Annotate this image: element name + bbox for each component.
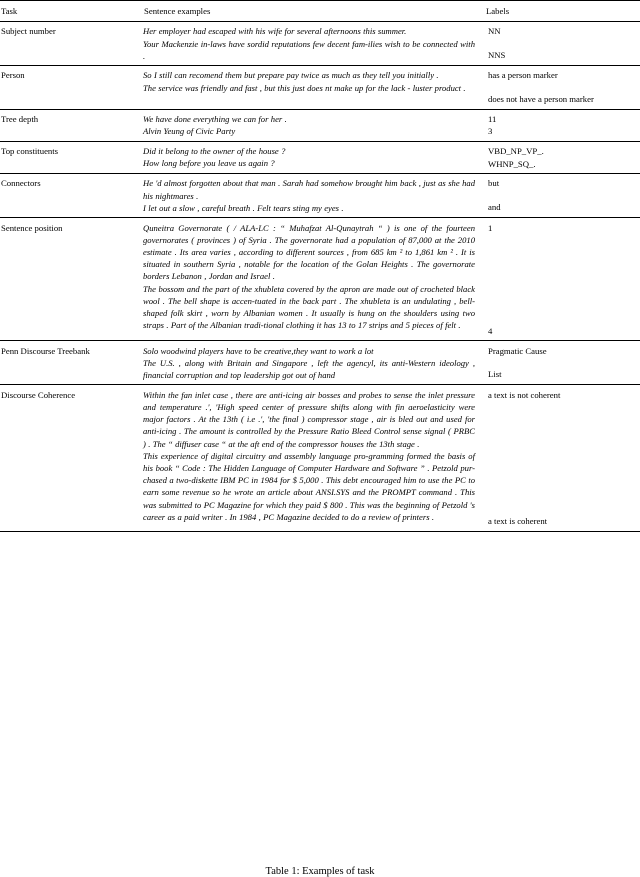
table-row	[0, 65, 640, 109]
row-labels	[485, 65, 640, 109]
sentence-example: Her employer had escaped with his wife for several afternoons this summer.	[143, 26, 407, 37]
sentence-example: So I still can recomend them but prepare pay twice as much as they tell you initially .	[143, 70, 439, 81]
row-task-label: Person	[0, 65, 143, 109]
sentence-example: Solo woodwind players have to be creative,they want to work a lot	[143, 345, 374, 356]
example-label: NN	[488, 26, 501, 37]
row-task-label: Subject number	[0, 21, 143, 65]
column-header-sentence-examples: Sentence examples	[143, 1, 485, 22]
table-header-row	[0, 1, 640, 22]
example-label: 3	[488, 126, 493, 137]
row-labels	[485, 218, 640, 341]
row-labels	[485, 385, 640, 531]
example-label: NNS	[488, 50, 506, 61]
caption-text: Table 1: Examples of task	[265, 866, 375, 877]
table-row	[0, 173, 640, 217]
sentence-example: Quneitra Governorate ( / ALA-LC : “ Muhafzat Al-Qunaytrah “ ) is one of the fourteen governorates ( provinces ) of Syria . The governorate had a population of 87,000 at the 2010 estimate . Its area varies , according to different sources , from 685 km ² to 1,861 km ² . It is situated in southern Syria , notable for the location of the Golan Heights . The governorate borders Lebanon , Jordan and Israel .	[143, 222, 475, 282]
row-task-label: Connectors	[0, 173, 143, 217]
row-sentences	[143, 385, 485, 531]
row-sentences	[143, 109, 485, 141]
table-row	[0, 109, 640, 141]
row-sentences	[143, 173, 485, 217]
sentence-example: He 'd almost forgotten about that man . Sarah had somehow brought him back , just as she had his nightmares .	[143, 178, 475, 201]
table-row	[0, 341, 640, 385]
example-label: List	[488, 369, 502, 380]
row-sentences	[143, 21, 485, 65]
example-label: Pragmatic Cause	[488, 345, 547, 356]
row-labels	[485, 109, 640, 141]
column-header-labels: Labels	[485, 1, 640, 22]
row-task-label: Sentence position	[0, 218, 143, 341]
row-task-label: Tree depth	[0, 109, 143, 141]
example-label: VBD_NP_VP_.	[488, 146, 544, 157]
sentence-example: How long before you leave us again ?	[143, 158, 275, 169]
sentence-example: Your Mackenzie in-laws have sordid reputations few decent fam-ilies wish to be connected with .	[143, 38, 475, 61]
example-label: a text is not coherent	[488, 389, 561, 400]
row-task-label: Penn Discourse Treebank	[0, 341, 143, 385]
sentence-example: I let out a slow , careful breath . Felt tears sting my eyes .	[143, 202, 344, 213]
sentence-example: Within the fan inlet case , there are anti-icing air bosses and probes to sense the inlet pressure and temperature .', 'High speed center of pressure shifts along with fin aeroelasticity were major factors . At the 13th ( i.e .', 'the final ) compressor stage , air is bled out and used for anti-icing . The amount is controlled by the Pressure Ratio Bleed Control sense signal ( PRBC ) . The “ diffuser case “ at the aft end of the compressor houses the 13th stage .	[143, 389, 475, 449]
row-sentences	[143, 65, 485, 109]
row-labels	[485, 341, 640, 385]
row-sentences	[143, 341, 485, 385]
table-caption	[0, 866, 640, 877]
sentence-example: The service was friendly and fast , but this just does nt make up for the lack - luster product .	[143, 82, 466, 93]
table-row	[0, 385, 640, 531]
table-row	[0, 141, 640, 173]
sentence-example: Alvin Yeung of Civic Party	[143, 126, 236, 137]
example-label: a text is coherent	[488, 516, 548, 527]
example-label: WHNP_SQ_.	[488, 158, 536, 169]
sentence-example: This experience of digital circuitry and assembly language pro-gramming formed the basis of his book “ Code : The Hidden Language of Computer Hardware and Software ” . Petzold pur-chased a two-diskette IBM PC in 1984 for $ 5,000 . This debt encouraged him to use the PC to earn some revenue so he wrote an article about ANSI.SYS and the PROMPT command . This was submitted to PC Magazine for which they paid $ 800 . This was the beginning of Petzold 's career as a paid writer . In 1984 , PC Magazine decided to do a review of printers .	[143, 450, 475, 522]
sentence-example: The U.S. , along with Britain and Singapore , left the agencyl, its anti-Western ideology , financial corruption and top leadership got out of hand	[143, 357, 475, 381]
column-header-task: Task	[0, 1, 143, 22]
table-row	[0, 218, 640, 341]
example-label: 4	[488, 325, 493, 336]
example-label: 1	[488, 222, 493, 233]
row-sentences	[143, 141, 485, 173]
row-sentences	[143, 218, 485, 341]
sentence-example: Did it belong to the owner of the house ?	[143, 146, 286, 157]
example-label: has a person marker	[488, 70, 558, 81]
row-labels	[485, 173, 640, 217]
example-label: and	[488, 202, 501, 213]
example-label: 11	[488, 114, 497, 125]
row-labels	[485, 21, 640, 65]
example-label: but	[488, 178, 500, 189]
row-labels	[485, 141, 640, 173]
table-row	[0, 21, 640, 65]
row-task-label: Top constituents	[0, 141, 143, 173]
table-bottom-rule	[0, 531, 640, 532]
row-task-label: Discourse Coherence	[0, 385, 143, 531]
sentence-example: The bossom and the part of the xhubleta covered by the apron are made out of crocheted black wool . The bell shape is accen-tuated in the back part . The xhubleta is an undulating , bell-shaped folk skirt , worn by Albanian women . It usually is hung on the shoulders using two straps . Part of the Albanian tradi-tional clothing it has 13 to 17 strips and 5 pieces of felt .	[143, 283, 475, 331]
example-label: does not have a person marker	[488, 94, 594, 105]
sentence-example: We have done everything we can for her .	[143, 114, 287, 125]
